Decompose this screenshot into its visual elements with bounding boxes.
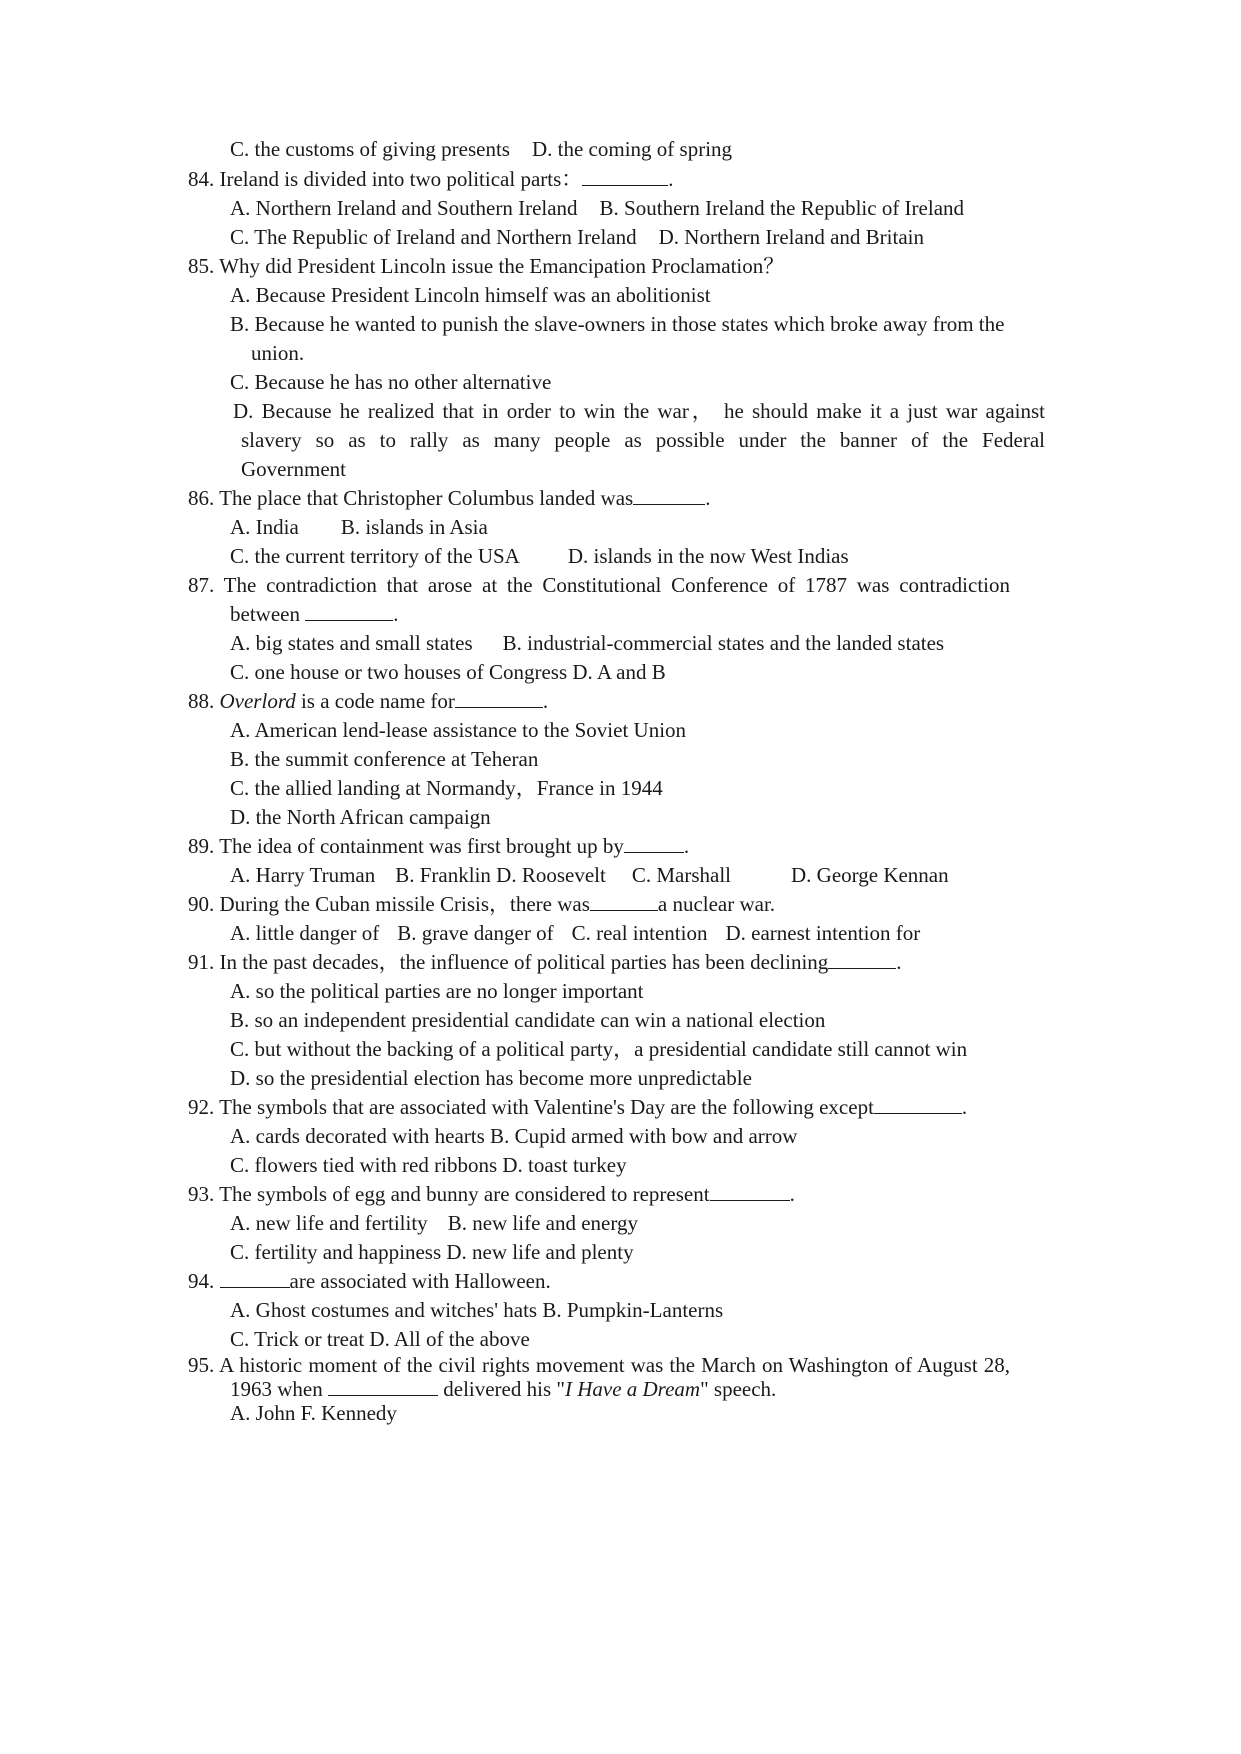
q88-stem-end: . xyxy=(542,689,549,713)
q90-option-a: A. little danger of xyxy=(230,921,380,945)
q90-options xyxy=(230,920,920,946)
q93-options-ab xyxy=(230,1210,638,1236)
q87-stem: 87. The contradiction that arose at the Constitutional Conference of 1787 was contradiction xyxy=(188,573,1010,597)
q84-stem-end: . xyxy=(668,167,674,191)
q91-option-c: C. but without the backing of a political party，a presidential candidate still cannot win xyxy=(230,1037,968,1061)
q88-number: 88. xyxy=(188,689,220,713)
q87-answer-blank xyxy=(305,602,393,621)
q95-stem-end: " speech. xyxy=(700,1377,777,1401)
q85-option-d-cont-1: slavery so as to rally as many people as possible under the banner of the Federal xyxy=(241,428,1045,452)
q87-stem-text: between xyxy=(230,602,306,626)
q90-option-d: D. earnest intention for xyxy=(725,921,921,945)
q88-answer-blank xyxy=(455,689,543,708)
q92-stem-end: . xyxy=(961,1095,968,1119)
q87-option-b: B. industrial-commercial states and the landed states xyxy=(502,631,945,655)
q95-stem: 95. A historic moment of the civil rights movement was the March on Washington of August 28, xyxy=(188,1353,1010,1377)
q91-stem-text: 91. In the past decades，the influence of political parties has been declining xyxy=(188,950,829,974)
q89-options xyxy=(230,862,949,888)
q90-option-c: C. real intention xyxy=(571,921,708,945)
q84-option-c: C. The Republic of Ireland and Northern Ireland xyxy=(230,225,637,249)
q86-answer-blank xyxy=(633,486,705,505)
q91-stem xyxy=(188,949,902,975)
q84-options-ab xyxy=(230,195,964,221)
q88-stem xyxy=(188,688,548,714)
q89-option-c: C. Marshall xyxy=(631,863,731,887)
q84-options-cd xyxy=(230,224,924,250)
q90-answer-blank xyxy=(590,892,658,911)
q88-option-a: A. American lend-lease assistance to the Soviet Union xyxy=(230,718,687,742)
q89-stem-end: . xyxy=(683,834,690,858)
q89-answer-blank xyxy=(624,834,684,853)
q94-answer-blank xyxy=(220,1269,290,1288)
q92-options-cd: C. flowers tied with red ribbons D. toast turkey xyxy=(230,1153,627,1177)
q85-option-c: C. Because he has no other alternative xyxy=(230,370,552,394)
q84-option-a: A. Northern Ireland and Southern Ireland xyxy=(230,196,578,220)
q86-stem xyxy=(188,485,710,511)
q92-stem-text: 92. The symbols that are associated with Valentine's Day are the following except xyxy=(188,1095,874,1119)
q90-stem xyxy=(188,891,775,917)
q85-option-b: B. Because he wanted to punish the slave-owners in those states which broke away from the xyxy=(230,312,1005,336)
q92-options-ab: A. cards decorated with hearts B. Cupid armed with bow and arrow xyxy=(230,1124,798,1148)
q84-answer-blank xyxy=(582,167,668,186)
q94-stem xyxy=(188,1268,551,1294)
q84-stem-text: 84. Ireland is divided into two political parts： xyxy=(188,167,583,191)
q85-option-b-cont: union. xyxy=(251,341,305,365)
q87-options-ab xyxy=(230,630,944,656)
q95-stem-cont xyxy=(230,1376,776,1402)
q83-options-cd xyxy=(230,136,732,162)
q90-option-b: B. grave danger of xyxy=(397,921,554,945)
q87-stem-cont xyxy=(230,601,398,627)
q86-option-b: B. islands in Asia xyxy=(340,515,488,539)
q91-option-b: B. so an independent presidential candidate can win a national election xyxy=(230,1008,826,1032)
q84-option-b: B. Southern Ireland the Republic of Ireland xyxy=(599,196,965,220)
q92-answer-blank xyxy=(874,1095,962,1114)
q90-stem-end: a nuclear war. xyxy=(657,892,776,916)
q93-stem-text: 93. The symbols of egg and bunny are considered to represent xyxy=(188,1182,710,1206)
q89-stem-text: 89. The idea of containment was first brought up by xyxy=(188,834,624,858)
q95-speech-title: I Have a Dream xyxy=(564,1377,701,1401)
q89-stem xyxy=(188,833,689,859)
q91-option-a: A. so the political parties are no longer important xyxy=(230,979,644,1003)
q84-option-d: D. Northern Ireland and Britain xyxy=(658,225,924,249)
q93-answer-blank xyxy=(710,1182,790,1201)
q88-option-c: C. the allied landing at Normandy，France in 1944 xyxy=(230,776,663,800)
q85-option-d: D. Because he realized that in order to win the war， he should make it a just war against xyxy=(233,399,1045,423)
q95-answer-blank xyxy=(328,1377,438,1396)
q93-option-a: A. new life and fertility xyxy=(230,1211,428,1235)
q91-stem-end: . xyxy=(896,950,902,974)
q94-stem-text: are associated with Halloween. xyxy=(289,1269,551,1293)
q86-stem-end: . xyxy=(705,486,711,510)
q88-option-d: D. the North African campaign xyxy=(230,805,491,829)
q86-options-ab xyxy=(230,514,488,540)
q92-stem xyxy=(188,1094,967,1120)
q93-stem xyxy=(188,1181,795,1207)
q94-number: 94. xyxy=(188,1269,220,1293)
q93-option-b: B. new life and energy xyxy=(447,1211,638,1235)
q83-option-c: C. the customs of giving presents xyxy=(230,137,510,161)
q95-option-a: A. John F. Kennedy xyxy=(230,1401,397,1425)
q86-stem-text: 86. The place that Christopher Columbus landed was xyxy=(188,486,634,510)
q87-options-cd: C. one house or two houses of Congress D. A and B xyxy=(230,660,666,684)
q95-stem-middle: delivered his " xyxy=(438,1377,565,1401)
q86-options-cd xyxy=(230,543,849,569)
q85-option-d-cont-2: Government xyxy=(241,457,346,481)
q91-answer-blank xyxy=(828,950,896,969)
q89-option-d: D. George Kennan xyxy=(790,863,949,887)
q86-option-c: C. the current territory of the USA xyxy=(230,544,520,568)
q87-stem-end: . xyxy=(393,602,399,626)
q83-option-d: D. the coming of spring xyxy=(531,137,733,161)
q88-stem-text: is a code name for xyxy=(295,689,455,713)
q89-option-a: A. Harry Truman xyxy=(230,863,376,887)
q93-stem-end: . xyxy=(789,1182,795,1206)
q86-option-a: A. India xyxy=(230,515,299,539)
q93-options-cd: C. fertility and happiness D. new life and plenty xyxy=(230,1240,634,1264)
q94-options-cd: C. Trick or treat D. All of the above xyxy=(230,1327,530,1351)
q86-option-d: D. islands in the now West Indias xyxy=(567,544,849,568)
q87-option-a: A. big states and small states xyxy=(230,631,473,655)
q84-stem xyxy=(188,166,674,192)
q89-option-b: B. Franklin D. Roosevelt xyxy=(395,863,606,887)
q90-stem-text: 90. During the Cuban missile Crisis，there was xyxy=(188,892,590,916)
q85-stem: 85. Why did President Lincoln issue the Emancipation Proclamation？ xyxy=(188,254,785,278)
q88-code-name: Overlord xyxy=(219,689,296,713)
q85-option-a: A. Because President Lincoln himself was an abolitionist xyxy=(230,283,711,307)
q88-option-b: B. the summit conference at Teheran xyxy=(230,747,539,771)
q94-options-ab: A. Ghost costumes and witches' hats B. Pumpkin-Lanterns xyxy=(230,1298,724,1322)
q95-stem-text: 1963 when xyxy=(230,1377,328,1401)
q91-option-d: D. so the presidential election has become more unpredictable xyxy=(230,1066,752,1090)
